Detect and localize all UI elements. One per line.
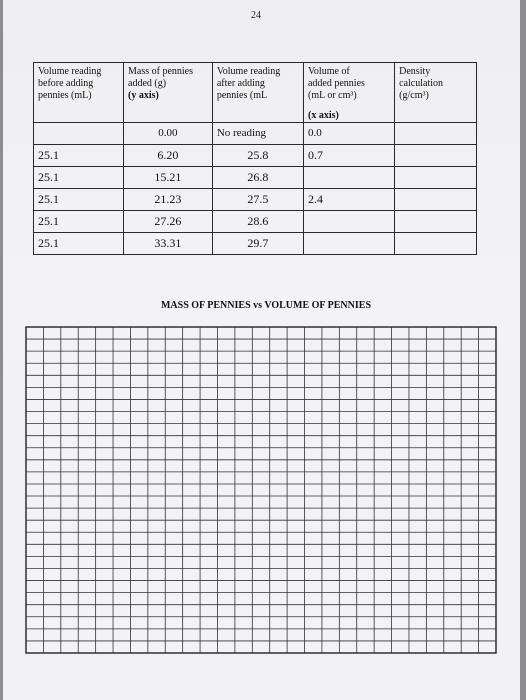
cell-volume-after[interactable]: 29.7 (212, 233, 303, 255)
cell-volume-after[interactable]: 25.8 (212, 145, 303, 167)
header-volume-after (212, 63, 303, 123)
worksheet-page (3, 0, 520, 700)
header-x-axis-label: (x axis) (307, 110, 339, 121)
cell-mass[interactable]: 6.20 (124, 145, 213, 167)
cell-volume-after[interactable]: No reading (212, 123, 303, 145)
header-line: added pennies (307, 78, 365, 89)
cell-volume-after[interactable]: 26.8 (212, 167, 303, 189)
cell-volume-before[interactable] (34, 123, 124, 145)
cell-volume-before[interactable]: 25.1 (34, 145, 124, 167)
header-y-axis-label: (y axis) (128, 90, 159, 101)
table-row (34, 233, 477, 255)
header-line: after adding (216, 78, 265, 89)
cell-mass[interactable]: 33.31 (124, 233, 213, 255)
header-volume-before (34, 63, 124, 123)
grid-border (26, 327, 496, 653)
header-volume-added (303, 63, 394, 123)
cell-density[interactable] (395, 145, 477, 167)
table-row (34, 189, 477, 211)
cell-volume-added[interactable] (303, 167, 394, 189)
table-row (34, 123, 477, 145)
table-row (34, 145, 477, 167)
cell-volume-before[interactable]: 25.1 (34, 211, 124, 233)
cell-density[interactable] (395, 123, 477, 145)
data-table (33, 62, 477, 255)
cell-volume-added[interactable]: 0.7 (303, 145, 394, 167)
table-header-row (34, 63, 477, 123)
cell-volume-after[interactable]: 27.5 (212, 189, 303, 211)
graph-title: MASS OF PENNIES vs VOLUME OF PENNIES (160, 300, 371, 311)
header-line: before adding (38, 78, 94, 89)
cell-density[interactable] (395, 233, 477, 255)
cell-volume-after[interactable]: 28.6 (212, 211, 303, 233)
cell-volume-added[interactable]: 0.0 (303, 123, 394, 145)
cell-volume-before[interactable]: 25.1 (34, 167, 124, 189)
header-line: (g/cm³) (399, 90, 429, 101)
cell-mass[interactable]: 27.26 (124, 211, 213, 233)
cell-volume-added[interactable]: 2.4 (303, 189, 394, 211)
cell-volume-added[interactable] (303, 233, 394, 255)
cell-volume-added[interactable] (303, 211, 394, 233)
cell-mass[interactable]: 0.00 (124, 123, 213, 145)
cell-volume-before[interactable]: 25.1 (34, 189, 124, 211)
header-line: Volume reading (38, 66, 102, 77)
header-line: (mL or cm³) (307, 90, 357, 101)
table-row (34, 211, 477, 233)
header-line: pennies (mL) (38, 90, 92, 101)
header-line: Density (399, 66, 431, 77)
cell-density[interactable] (395, 167, 477, 189)
header-line: Volume of (307, 66, 350, 77)
header-line: added (g) (128, 78, 167, 89)
cell-mass[interactable]: 21.23 (124, 189, 213, 211)
cell-density[interactable] (395, 189, 477, 211)
header-line: pennies (mL (216, 90, 268, 101)
page-number: 24 (251, 10, 261, 21)
cell-density[interactable] (395, 211, 477, 233)
table-row (34, 167, 477, 189)
header-mass-pennies (124, 63, 213, 123)
cell-mass[interactable]: 15.21 (124, 167, 213, 189)
cell-volume-before[interactable]: 25.1 (34, 233, 124, 255)
header-line: Mass of pennies (128, 66, 193, 77)
header-line: calculation (399, 78, 444, 89)
header-density (395, 63, 477, 123)
graph-paper-grid[interactable] (24, 325, 498, 655)
header-line: Volume reading (216, 66, 281, 77)
